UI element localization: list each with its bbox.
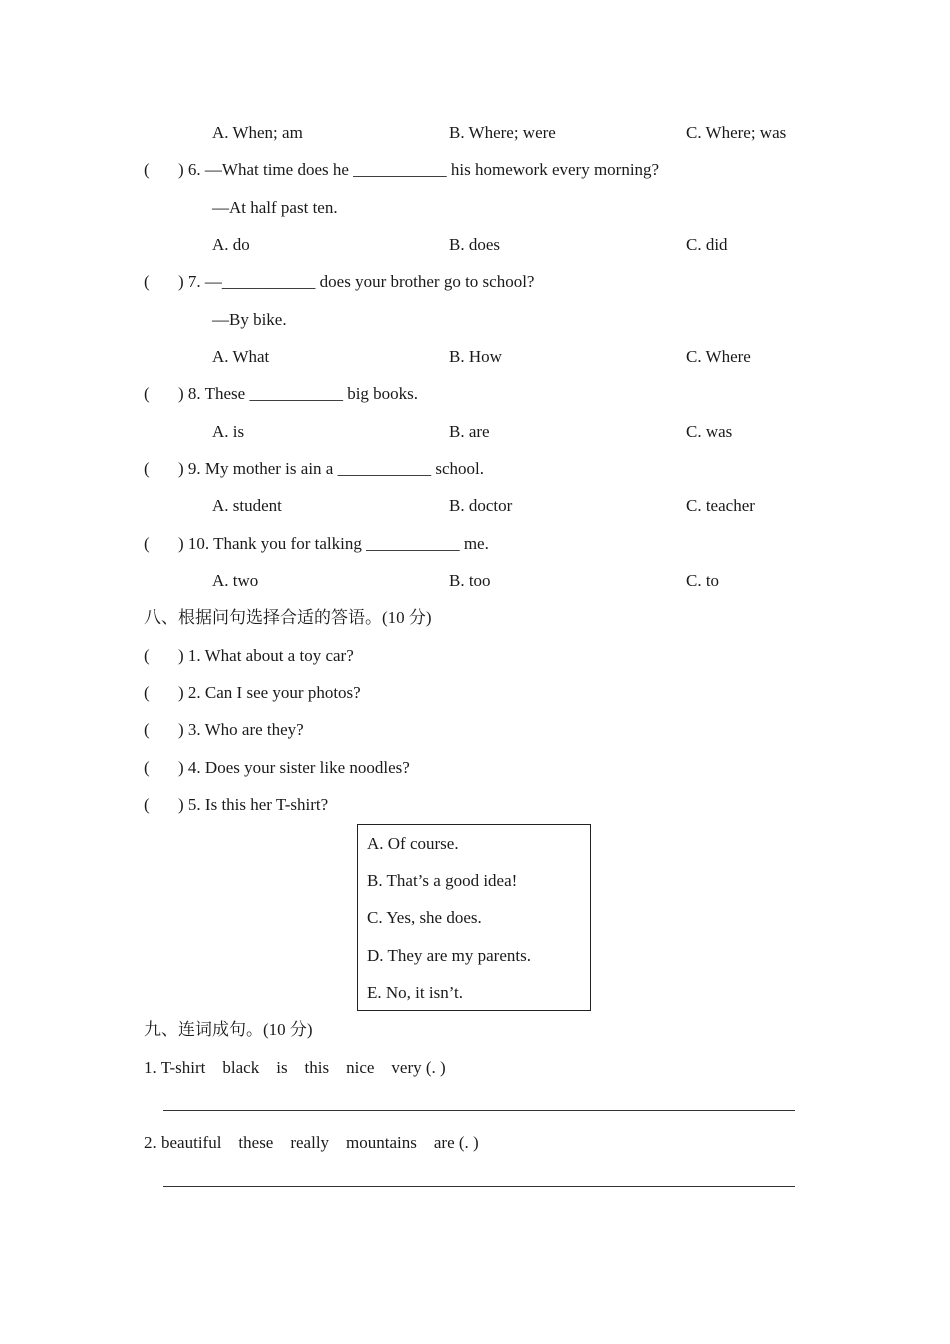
s9-item1-words: 1. T-shirt black is this nice very (. ) [144, 1058, 446, 1077]
q9-option-b: B. doctor [449, 496, 513, 515]
answer-choices-box [357, 824, 591, 1011]
section8-title: 八、根据问句选择合适的答语。(10 分) [144, 608, 432, 627]
s8-q1-answer-paren[interactable]: ( [144, 646, 150, 665]
q5-option-b: B. Where; were [449, 123, 556, 142]
q9-option-c: C. teacher [686, 496, 755, 515]
q5-option-a: A. When; am [212, 123, 303, 142]
answer-choice-e: E. No, it isn’t. [367, 983, 464, 1002]
answer-choice-b: B. That’s a good idea! [367, 871, 518, 890]
s8-q3-answer-paren[interactable]: ( [144, 720, 150, 739]
s8-q4-answer-paren[interactable]: ( [144, 758, 150, 777]
q8-option-a: A. is [212, 422, 245, 441]
s8-q5-answer-paren[interactable]: ( [144, 795, 150, 814]
q10-option-b: B. too [449, 571, 491, 590]
q6-option-a: A. do [212, 235, 250, 254]
q8-option-b: B. are [449, 422, 490, 441]
q10-stem: ) 10. Thank you for talking ___________ me. [178, 534, 489, 553]
q7-stem: ) 7. —___________ does your brother go to school? [178, 272, 535, 291]
s9-item2-answer-line[interactable] [163, 1186, 795, 1187]
s8-q2-answer-paren[interactable]: ( [144, 683, 150, 702]
q6-option-c: C. did [686, 235, 728, 254]
q10-answer-paren[interactable]: ( [144, 534, 150, 553]
q7-option-b: B. How [449, 347, 502, 366]
section9-title: 九、连词成句。(10 分) [144, 1020, 313, 1039]
q6-reply: —At half past ten. [212, 198, 338, 217]
q9-stem: ) 9. My mother is ain a ___________ school. [178, 459, 484, 478]
s8-q5-text: ) 5. Is this her T-shirt? [178, 795, 329, 814]
s8-q2-text: ) 2. Can I see your photos? [178, 683, 361, 702]
q8-option-c: C. was [686, 422, 733, 441]
answer-choice-c: C. Yes, she does. [367, 908, 482, 927]
q10-option-c: C. to [686, 571, 720, 590]
q5-option-c: C. Where; was [686, 123, 787, 142]
q10-option-a: A. two [212, 571, 259, 590]
q8-answer-paren[interactable]: ( [144, 384, 150, 403]
q9-answer-paren[interactable]: ( [144, 459, 150, 478]
s8-q3-text: ) 3. Who are they? [178, 720, 304, 739]
q6-answer-paren[interactable]: ( [144, 160, 150, 179]
s8-q1-text: ) 1. What about a toy car? [178, 646, 354, 665]
answer-choice-d: D. They are my parents. [367, 946, 531, 965]
q6-option-b: B. does [449, 235, 500, 254]
q9-option-a: A. student [212, 496, 282, 515]
q7-answer-paren[interactable]: ( [144, 272, 150, 291]
s9-item1-answer-line[interactable] [163, 1110, 795, 1111]
q6-stem: ) 6. —What time does he ___________ his homework every morning? [178, 160, 660, 179]
s9-item2-words: 2. beautiful these really mountains are (. ) [144, 1133, 479, 1152]
answer-choice-a: A. Of course. [367, 834, 459, 853]
s8-q4-text: ) 4. Does your sister like noodles? [178, 758, 410, 777]
q7-option-a: A. What [212, 347, 270, 366]
q7-reply: —By bike. [212, 310, 287, 329]
q7-option-c: C. Where [686, 347, 751, 366]
q8-stem: ) 8. These ___________ big books. [178, 384, 419, 403]
